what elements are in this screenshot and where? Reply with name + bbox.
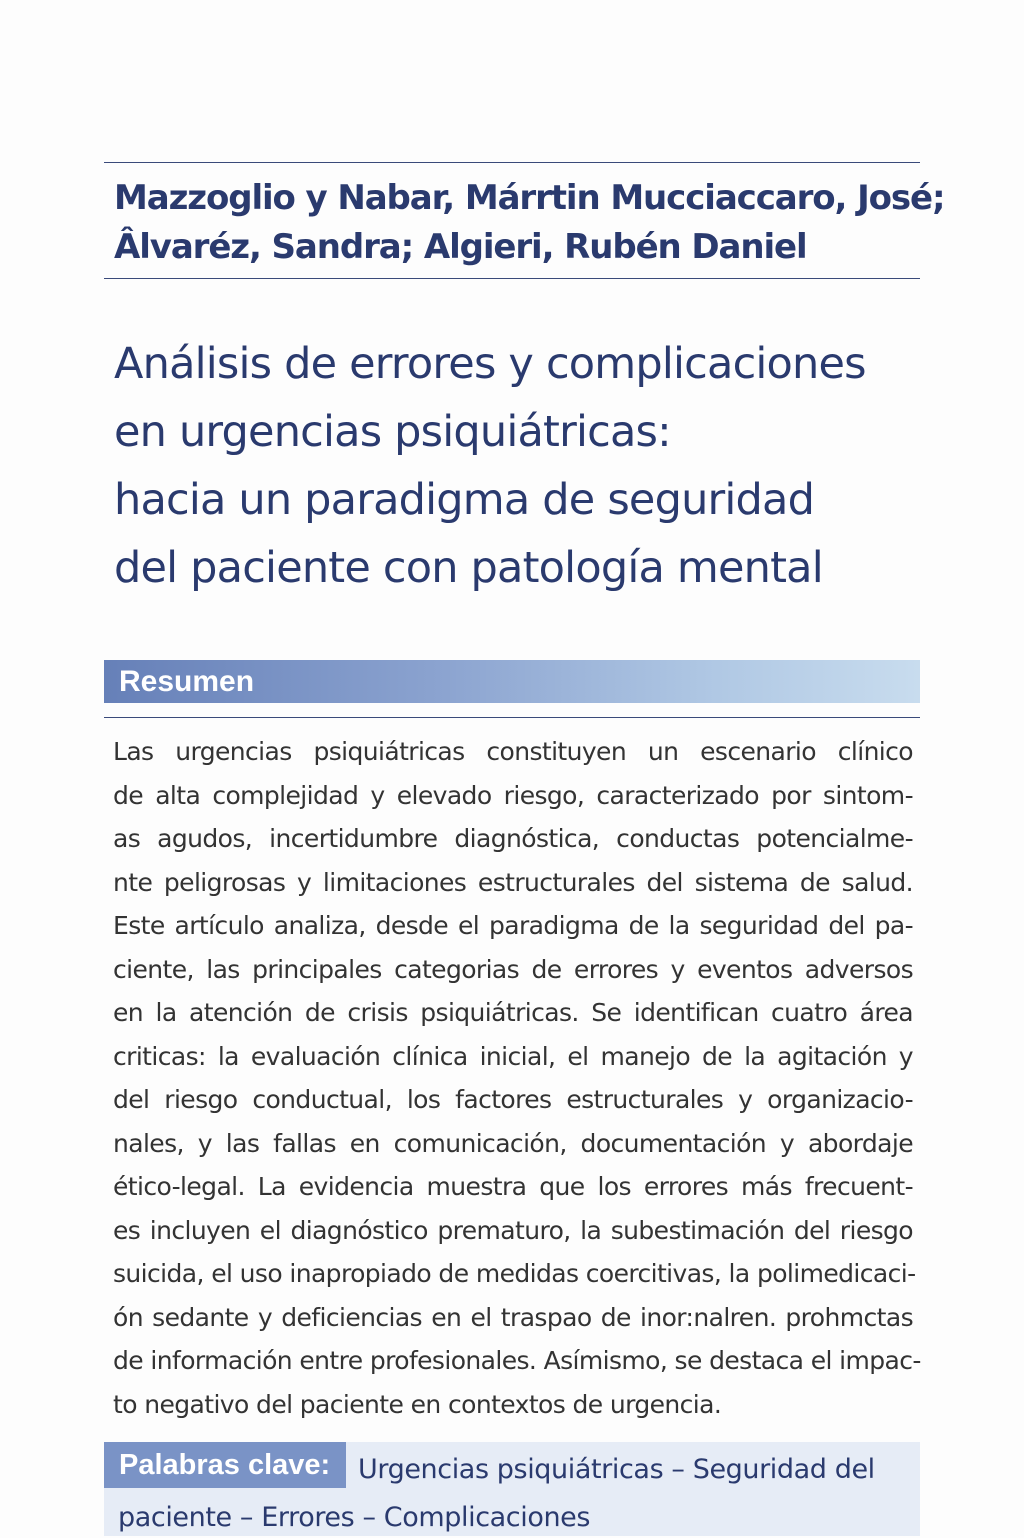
abstract-line: es incluyen el diagnóstico prematuro, la subestimación del riesgo [113,1215,913,1245]
keywords-tag [104,1442,346,1488]
abstract-line: de alta complejidad y elevado riesgo, caracterizado por sintom- [113,780,913,810]
abstract-line: ciente, las principales categorias de errores y eventos adversos [113,954,913,984]
title-line: hacia un paradigma de seguridad [114,475,815,525]
abstract-rule [104,717,920,718]
abstract-line: Las urgencias psiquiátricas constituyen un escenario clínico [113,737,913,766]
top-rule [104,162,920,163]
abstract-line: ético-legal. La evidencia muestra que los errores más frecuent- [113,1172,913,1201]
abstract-line: nales, y las fallas en comunicación, documentación y abordaje [113,1128,913,1158]
keywords-label: Palabras clave: [119,1449,331,1481]
abstract-line: ón sedante y deficiencias en el traspao de inor:nalren. prohmctas [113,1302,913,1332]
abstract-text [113,730,923,1426]
abstract-line: del riesgo conductual, los factores estructurales y organizacio- [113,1085,913,1114]
title-line: Análisis de errores y complicaciones [114,339,866,389]
title-line: en urgencias psiquiátricas: [114,407,671,457]
author-line: Âlvaréz, Sandra; Algieri, Rubén Daniel [114,227,807,267]
abstract-line: nte peligrosas y limitaciones estructurales del sistema de salud. [113,867,913,897]
author-rule [104,278,920,279]
article-title [114,330,914,602]
keywords-text-line: Urgencias psiquiátricas – Seguridad del [358,1454,875,1485]
abstract-line: to negativo del paciente en contextos de urgencia. [113,1389,722,1419]
abstract-line: suicida, el uso inapropiado de medidas coercitivas, la polimedicaci- [113,1259,916,1288]
abstract-heading-bar [104,660,920,703]
abstract-line: as agudos, incertidumbre diagnóstica, conductas potencialme- [113,824,913,853]
author-line: Mazzoglio y Nabar, Márrtin Mucciaccaro, José; [114,178,945,218]
keywords-box [104,1442,920,1536]
keywords-text-line: paciente – Errores – Complicaciones [118,1502,591,1533]
author-list [114,174,945,272]
abstract-line: en la atención de crisis psiquiátricas. Se identifican cuatro área [113,998,913,1027]
abstract-line: Este artículo analiza, desde el paradigma de la seguridad del pa- [113,911,913,940]
title-line: del paciente con patología mental [114,543,823,593]
abstract-line: de información entre profesionales. Asímismo, se destaca el impac- [113,1346,921,1375]
abstract-heading: Resumen [119,665,255,698]
abstract-line: criticas: la evaluación clínica inicial, el manejo de la agitación y [113,1041,913,1071]
